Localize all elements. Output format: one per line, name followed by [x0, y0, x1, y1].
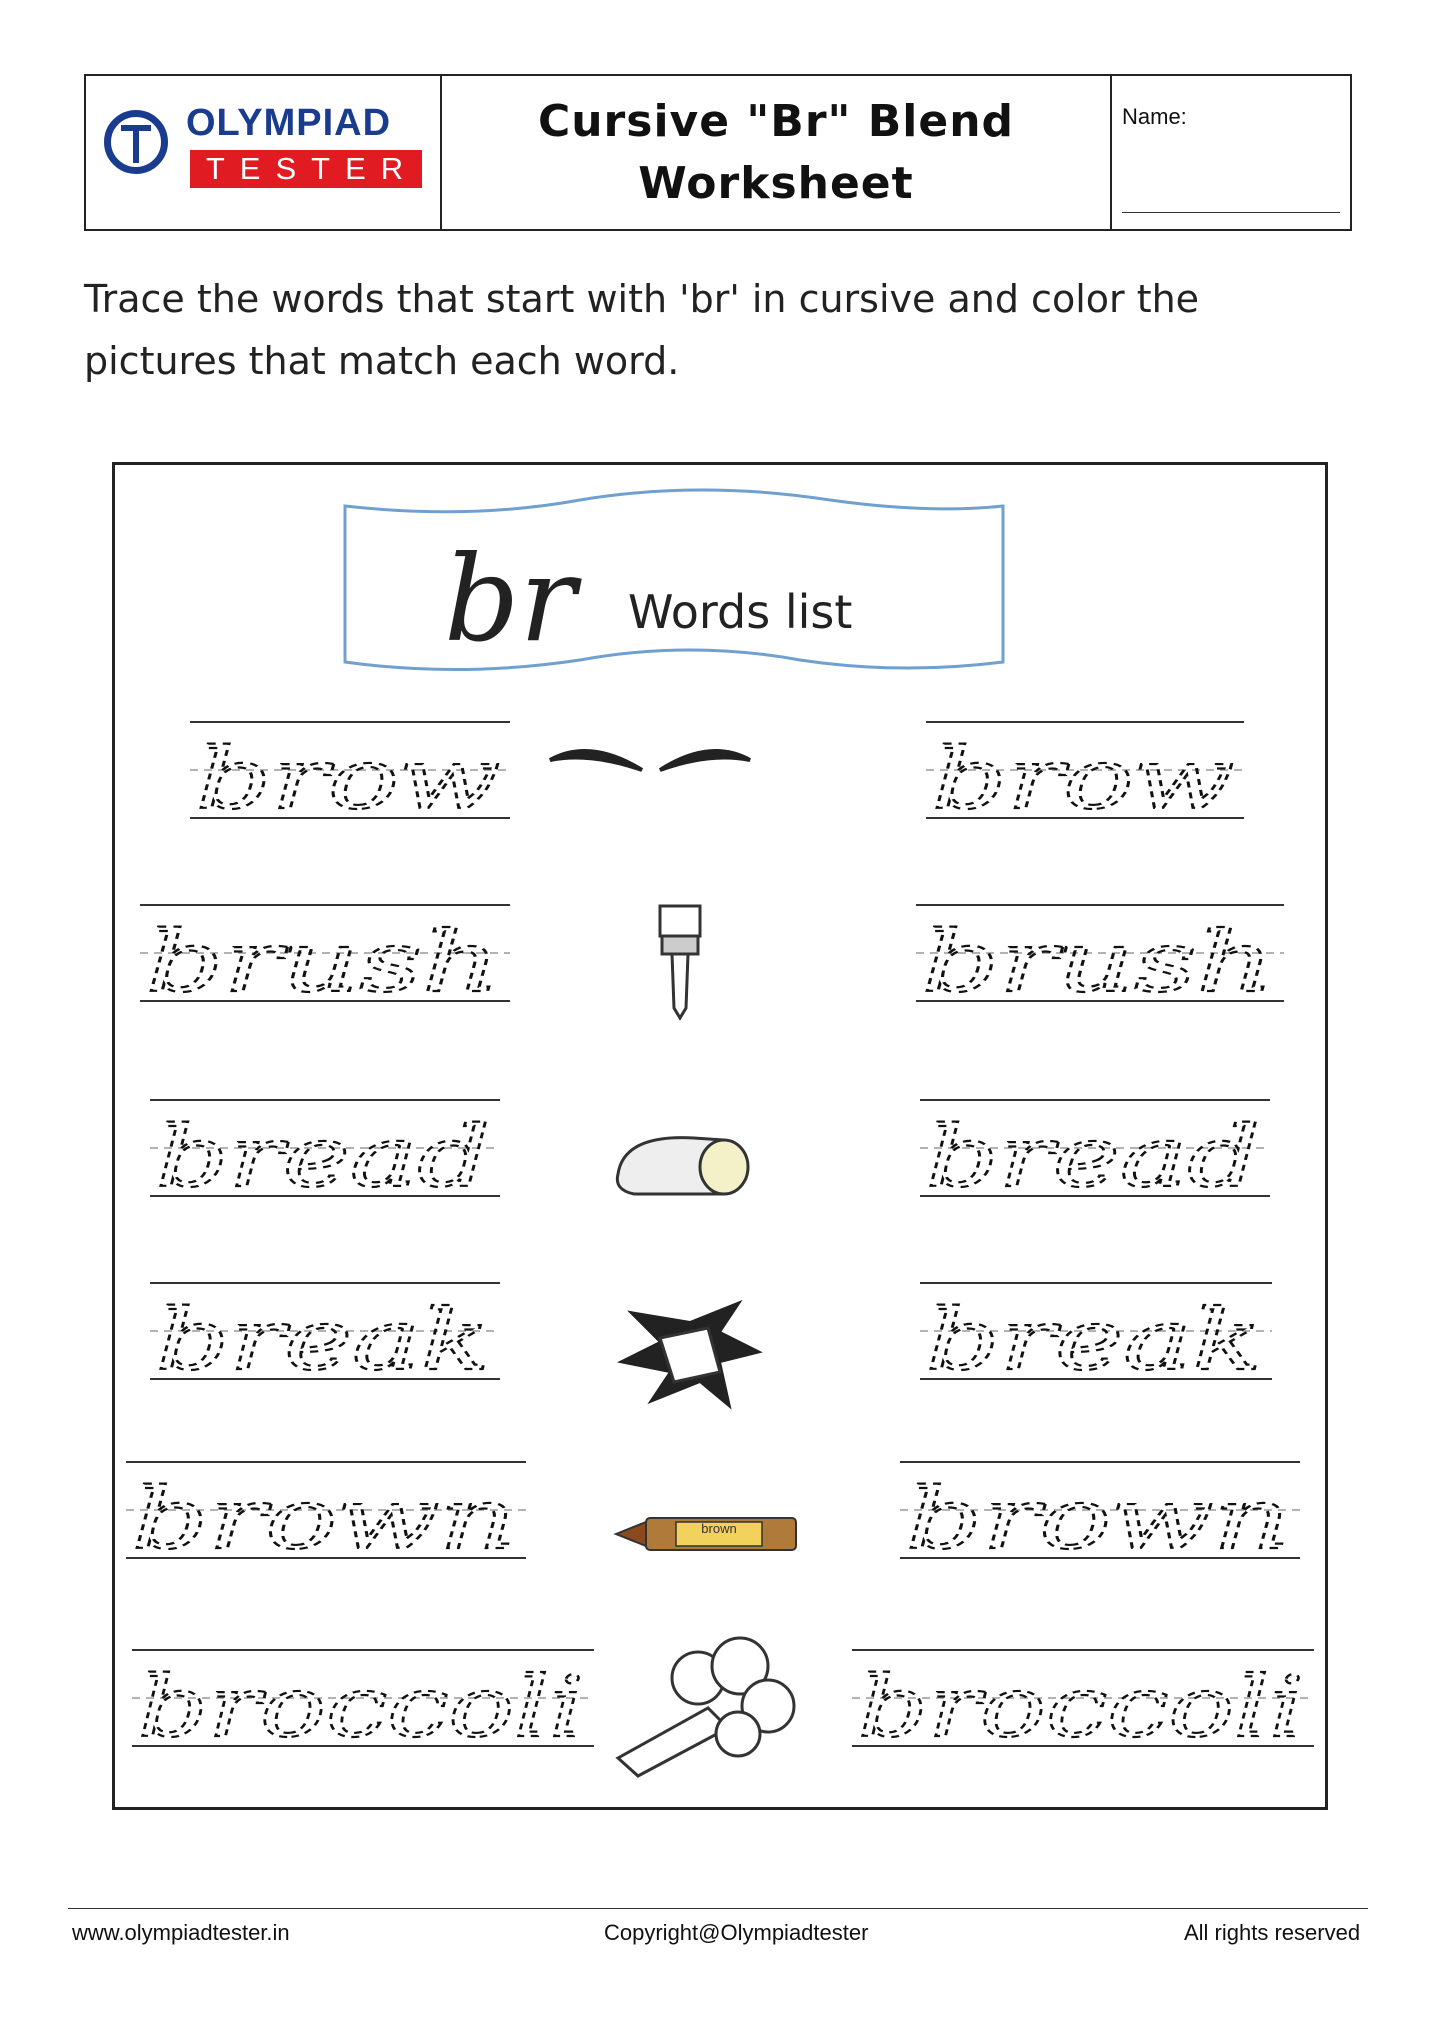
banner-text: Words list: [628, 585, 853, 639]
logo-text-top: OLYMPIAD: [186, 102, 392, 144]
broccoli-icon: [618, 1638, 794, 1776]
trace-word-left[interactable]: brow: [196, 730, 500, 828]
tracing-guide-left: [126, 1462, 526, 1568]
trace-word-right[interactable]: brush: [922, 913, 1274, 1011]
trace-word-right[interactable]: brow: [932, 730, 1234, 828]
trace-word-left[interactable]: brown: [132, 1470, 516, 1568]
trace-word-right[interactable]: brown: [906, 1470, 1290, 1568]
tracing-guide-left: [150, 1100, 500, 1206]
tracing-guide-right: [900, 1462, 1300, 1568]
broken-brick-icon: [620, 1302, 760, 1407]
word-rows: [126, 722, 1314, 1776]
title-line-2: Worksheet: [638, 157, 914, 209]
tracing-guide-left: [150, 1283, 500, 1389]
tracing-guide-left: [132, 1650, 594, 1756]
tracing-guide-right: [920, 1100, 1270, 1206]
name-label: Name:: [1122, 104, 1187, 129]
instructions-line-1: Trace the words that start with 'br' in cursive and color the: [84, 277, 1200, 321]
tracing-guide-right: [852, 1650, 1314, 1756]
trace-word-left[interactable]: break: [156, 1291, 490, 1389]
tracing-guide-left: [190, 722, 510, 828]
words-list-banner: [345, 490, 1003, 670]
footer-divider: [68, 1908, 1368, 1909]
brown-crayon-icon: [616, 1518, 796, 1550]
title-line-1: Cursive "Br" Blend: [537, 95, 1015, 147]
instructions-line-2: pictures that match each word.: [84, 339, 680, 383]
footer-rights: All rights reserved: [1184, 1920, 1361, 1945]
banner-letters: br: [444, 530, 576, 668]
footer-copyright: Copyright@Olympiadtester: [604, 1920, 869, 1945]
trace-word-right[interactable]: break: [926, 1291, 1262, 1389]
tracing-guide-right: [916, 905, 1284, 1011]
crayon-label: brown: [701, 1521, 737, 1536]
trace-word-right[interactable]: broccoli: [858, 1658, 1304, 1756]
paintbrush-icon: [660, 906, 700, 1018]
logo-text-bottom: TESTER: [190, 150, 422, 188]
trace-word-right[interactable]: bread: [926, 1108, 1260, 1206]
tracing-guide-left: [140, 905, 510, 1011]
trace-word-left[interactable]: broccoli: [138, 1658, 584, 1756]
eyebrows-icon: [550, 751, 750, 770]
trace-word-left[interactable]: bread: [156, 1108, 490, 1206]
tracing-guide-right: [920, 1283, 1272, 1389]
bread-icon: [617, 1138, 748, 1194]
tracing-guide-right: [926, 722, 1244, 828]
footer-website[interactable]: www.olympiadtester.in: [72, 1920, 290, 1945]
trace-word-left[interactable]: brush: [146, 913, 500, 1011]
